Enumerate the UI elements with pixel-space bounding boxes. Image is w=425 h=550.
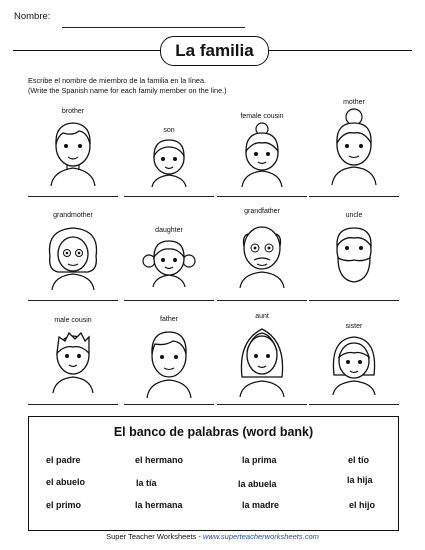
member-grandmother [27, 211, 119, 290]
answer-line[interactable] [217, 300, 307, 301]
answer-line[interactable] [309, 196, 399, 197]
member-mother [308, 98, 400, 185]
word-bank-item: la tía [136, 478, 157, 488]
son-face-icon [144, 135, 194, 187]
word-bank-item: la prima [242, 455, 277, 465]
member-label: uncle [345, 212, 363, 219]
member-label: daughter [155, 227, 183, 234]
member-label: female cousin [240, 113, 284, 120]
grandfather-face-icon [232, 216, 292, 288]
father-face-icon [139, 324, 199, 398]
member-sister [308, 322, 400, 395]
instructions-spanish: Escribe el nombre de miembro de la familia en la línea. [28, 76, 207, 85]
word-bank-item: la hija [347, 475, 373, 485]
member-label: aunt [255, 313, 269, 320]
grandmother-face-icon [42, 220, 104, 290]
word-bank-title: El banco de palabras (word bank) [113, 425, 314, 439]
answer-line[interactable] [217, 196, 307, 197]
answer-line[interactable] [124, 300, 214, 301]
word-bank-item: el hijo [349, 500, 376, 510]
daughter-face-icon [141, 235, 197, 287]
word-bank-item: el padre [46, 455, 81, 465]
member-label: male cousin [54, 317, 92, 324]
member-label: father [160, 316, 178, 323]
answer-line[interactable] [217, 404, 307, 405]
member-label: grandfather [244, 208, 280, 215]
answer-line[interactable] [28, 300, 118, 301]
member-daughter [123, 226, 215, 287]
name-field[interactable] [62, 27, 245, 28]
footer [0, 532, 425, 541]
member-female-cousin [216, 112, 308, 187]
word-bank-item: la abuela [238, 479, 277, 489]
instructions-english: (Write the Spanish name for each family member on the line.) [28, 86, 227, 95]
answer-line[interactable] [309, 404, 399, 405]
footer-text: Super Teacher Worksheets - [106, 532, 203, 541]
uncle-face-icon [324, 220, 384, 290]
word-bank-item: el primo [46, 500, 82, 510]
male-cousin-face-icon [45, 325, 101, 393]
word-bank-item: el hermano [135, 455, 184, 465]
word-bank-item: el abuelo [46, 477, 86, 487]
member-brother [27, 107, 119, 186]
word-bank-item: el tío [348, 455, 370, 465]
member-aunt [216, 312, 308, 397]
mother-face-icon [324, 107, 384, 185]
answer-line[interactable] [28, 404, 118, 405]
member-label: son [163, 127, 175, 134]
footer-link[interactable]: www.superteacherworksheets.com [202, 532, 319, 541]
word-bank [28, 416, 399, 531]
answer-line[interactable] [309, 300, 399, 301]
female-cousin-face-icon [234, 121, 290, 187]
word-bank-item: la hermana [135, 500, 183, 510]
member-father [123, 315, 215, 398]
member-label: sister [345, 323, 363, 330]
member-son [123, 126, 215, 187]
page-title: La familia [160, 36, 269, 66]
member-label: brother [61, 108, 85, 115]
brother-face-icon [43, 116, 103, 186]
sister-face-icon [325, 331, 383, 395]
member-male-cousin [27, 316, 119, 393]
answer-line[interactable] [28, 196, 118, 197]
member-label: mother [343, 99, 365, 106]
member-label: grandmother [53, 212, 93, 219]
answer-line[interactable] [124, 196, 214, 197]
word-bank-item: la madre [242, 500, 280, 510]
member-uncle [308, 211, 400, 290]
name-label: Nombre: [14, 11, 51, 22]
member-grandfather [216, 207, 308, 288]
answer-line[interactable] [124, 404, 214, 405]
aunt-face-icon [232, 321, 292, 397]
